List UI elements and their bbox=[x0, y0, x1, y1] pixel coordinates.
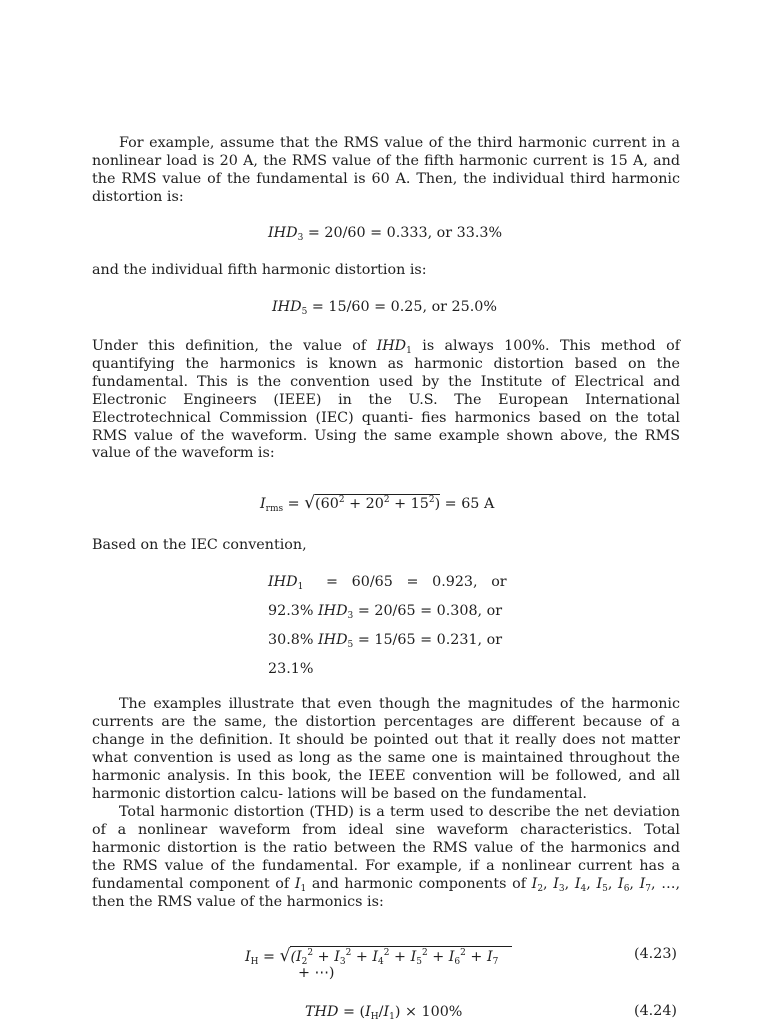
p6-text-c: , …, then the RMS value of the harmonics is: bbox=[92, 875, 681, 910]
inline-harmonic-sub: 4 bbox=[580, 883, 587, 894]
eq-sub: 3 bbox=[347, 611, 354, 621]
inline-harmonic-sub: 3 bbox=[558, 883, 565, 894]
eq-eq: = bbox=[283, 496, 305, 512]
paragraph-iec-convention: Based on the IEC convention, bbox=[92, 537, 307, 553]
eq-var: THD bbox=[305, 1004, 339, 1020]
eq-var: IHD bbox=[272, 299, 302, 315]
inline-harmonic-sub: 6 bbox=[623, 883, 630, 894]
p3-text-b: is always 100%. This method of quantifying the harmonics is known as harmonic distortion based on the fundamental. This is the convention used by the Institute of Electrical and Electronic Engineers (IEEE) in the U.S. The European International Electrotechnical Commission (IEC) quanti- fies harmonics based on the total RMS value of the waveform. Using the same example shown above, the RMS value of the waveform is: bbox=[92, 338, 680, 462]
eq-sub: 5 bbox=[301, 307, 308, 317]
radicand-part: + I bbox=[427, 949, 455, 965]
eq-sub: H bbox=[370, 1012, 379, 1022]
inline-harmonic: I bbox=[574, 875, 581, 892]
eq-part: / bbox=[378, 1004, 384, 1020]
radicand-part: (60 bbox=[315, 496, 339, 512]
eq-rhs: = 65 A bbox=[440, 496, 495, 512]
paragraph-thd-definition: Total harmonic distortion (THD) is a term used to describe the net deviation of a nonlinear waveform from ideal sine waveform characteristics. Total harmonic distortion is the ratio between the RMS value of the harmonics and the RMS value of the fundamental. For example, if a nonlinear current has a fundamental component of $I_1$ and harmonic components of $I_2$, $I_3$, $I_4$, $I_5$, $I_6$, $I_7$, …, then the RMS value of the harmonics is: bbox=[92, 804, 681, 910]
equation-iec-line-3 bbox=[268, 631, 502, 649]
equation-thd bbox=[305, 1003, 462, 1021]
subscript: 3 bbox=[339, 957, 346, 967]
inline-harmonic-sub: 2 bbox=[537, 883, 544, 894]
eq-var: I bbox=[260, 496, 266, 512]
eq-sub: rms bbox=[265, 504, 284, 514]
eq-eq: = bbox=[258, 949, 280, 965]
exponent: 2 bbox=[383, 495, 390, 505]
equation-ihd3-ieee bbox=[268, 224, 502, 242]
eq-rhs: = 20/65 = 0.308, or bbox=[353, 603, 503, 619]
radicand-part: (I bbox=[290, 949, 302, 965]
exponent: 2 bbox=[428, 495, 435, 505]
p3-var: IHD bbox=[376, 338, 407, 354]
inline-harmonic: I bbox=[618, 875, 624, 892]
paragraph-examples-illustrate: The examples illustrate that even though the magnitudes of the harmonic currents are the same, the distortion percentages are different because of a change in the definition. It should be pointed out that it really does not matter what convention is used as long as the same one is maintained throughout the harmonic analysis. In this book, the IEEE convention will be followed, and all harmonic distortion calcu- lations will be based on the fundamental. bbox=[92, 696, 680, 802]
exponent: 2 bbox=[338, 495, 345, 505]
inline-harmonic-sub: 7 bbox=[645, 883, 652, 894]
subscript: 4 bbox=[378, 957, 384, 967]
eq-rhs: ) × 100% bbox=[394, 1004, 463, 1020]
radicand-part: + I bbox=[351, 949, 379, 965]
subscript: 2 bbox=[301, 957, 308, 967]
eq-rhs: = 15/65 = 0.231, or bbox=[353, 632, 503, 648]
radicand-part: ) bbox=[434, 496, 441, 512]
eq-part: I bbox=[383, 1004, 390, 1020]
radicand-part: + 15 bbox=[389, 496, 429, 512]
exponent: 2 bbox=[345, 948, 352, 958]
inline-i1-sub: 1 bbox=[300, 883, 307, 894]
eq-rhs: = 20/60 = 0.333, or 33.3% bbox=[303, 225, 503, 241]
eq-var: IHD bbox=[317, 603, 348, 619]
subscript: 5 bbox=[416, 957, 422, 967]
inline-harmonic-sub: 5 bbox=[602, 883, 608, 894]
eq-rhs: = 60/65 = 0.923, or bbox=[303, 574, 507, 590]
radicand bbox=[290, 946, 512, 966]
inline-harmonic: I bbox=[596, 875, 603, 892]
p6-text-a: Total harmonic distortion (THD) is a term used to describe the net deviation of a nonlinear waveform from ideal sine waveform characteristics. Total harmonic distortion is the ratio between the RMS value of the harmonics and the RMS value of the fundamental. For example, if a nonlinear current has a fundamental component of bbox=[92, 804, 680, 892]
eq-var: I bbox=[245, 949, 251, 965]
sqrt-symbol: √ bbox=[279, 946, 291, 966]
radicand-part: + I bbox=[313, 949, 340, 965]
p3-text-a: Under this definition, the value of bbox=[92, 338, 377, 354]
exponent: 2 bbox=[307, 948, 314, 958]
radicand bbox=[315, 494, 440, 512]
eq-var: IHD bbox=[268, 574, 298, 590]
eq-sub: 3 bbox=[297, 233, 304, 243]
eq-rhs: = 15/60 = 0.25, or 25.0% bbox=[307, 299, 497, 315]
sqrt-symbol: √ bbox=[304, 493, 316, 513]
eq-sub: 1 bbox=[297, 582, 304, 592]
equation-iec-line-2 bbox=[268, 602, 502, 620]
inline-i1: I bbox=[294, 875, 301, 892]
inline-harmonic: I bbox=[531, 875, 538, 892]
equation-ih-continuation: + ⋯) bbox=[298, 965, 335, 981]
inline-harmonic: I bbox=[639, 875, 646, 892]
radicand-part: + I bbox=[389, 949, 417, 965]
eq-var: IHD bbox=[268, 225, 298, 241]
eq-sub: H bbox=[250, 957, 259, 967]
eq-pre: 30.8% bbox=[268, 632, 318, 648]
equation-irms bbox=[260, 494, 494, 513]
eq-var: IHD bbox=[317, 632, 348, 648]
eq-pre: 92.3% bbox=[268, 603, 318, 619]
equation-iec-line-1 bbox=[268, 573, 507, 591]
equation-ih bbox=[245, 946, 512, 966]
paragraph-example-intro: For example, assume that the RMS value of the third harmonic current in a nonlinear load is 20 A, the RMS value of the fifth harmonic current is 15 A, and the RMS value of the fundamental is 60 A. Then, the individual third harmonic distortion is: bbox=[92, 135, 680, 205]
eq-eq: = ( bbox=[338, 1004, 366, 1020]
paragraph-fifth-harmonic: and the individual fifth harmonic distortion is: bbox=[92, 262, 427, 278]
eq-part: I bbox=[365, 1004, 371, 1020]
exponent: 2 bbox=[460, 948, 466, 958]
subscript: 6 bbox=[454, 957, 461, 967]
exponent: 2 bbox=[421, 948, 428, 958]
inline-harmonic: I bbox=[553, 875, 559, 892]
eq-sub: 5 bbox=[347, 640, 354, 650]
p6-text-b: and harmonic components of bbox=[306, 875, 532, 892]
equation-number-4-23: (4.23) bbox=[634, 946, 677, 962]
radicand-part: + 20 bbox=[344, 496, 384, 512]
eq-sub: 1 bbox=[389, 1012, 395, 1022]
equation-number-4-24: (4.24) bbox=[634, 1003, 677, 1019]
p3-sub: 1 bbox=[406, 346, 412, 356]
subscript: 7 bbox=[492, 957, 499, 967]
exponent: 2 bbox=[383, 948, 390, 958]
radicand-part: + I bbox=[465, 949, 493, 965]
paragraph-definition bbox=[92, 338, 680, 463]
equation-iec-line-4: 23.1% bbox=[268, 661, 314, 677]
equation-ihd5-ieee bbox=[272, 298, 497, 316]
